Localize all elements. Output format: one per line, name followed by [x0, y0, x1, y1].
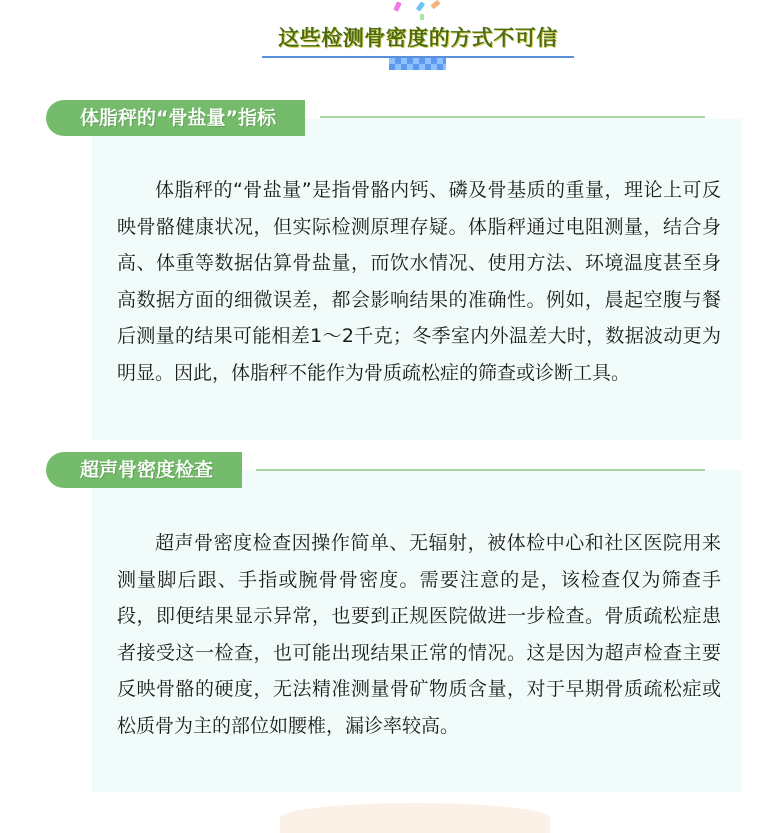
- confetti-icon: [416, 1, 425, 11]
- section-rule: [256, 469, 705, 471]
- confetti-icon: [430, 0, 440, 9]
- page-title: 这些检测骨密度的方式不可信: [278, 26, 558, 50]
- bottom-decoration: [280, 803, 550, 833]
- section-heading-ultrasound: 超声骨密度检查: [46, 452, 242, 488]
- confetti-icon: [393, 1, 401, 11]
- section-heading-body-fat-scale: 体脂秤的“骨盐量”指标: [46, 100, 305, 136]
- section-rule: [320, 116, 705, 118]
- section-paragraph-body-fat-scale: 体脂秤的“骨盐量”是指骨骼内钙、磷及骨基质的重量，理论上可反映骨骼健康状况，但实际检测原理存疑。体脂秤通过电阻测量，结合身高、体重等数据估算骨盐量，而饮水情况、使用方法、环境温度甚至身高数据方面的细微误差，都会影响结果的准确性。例如，晨起空腹与餐后测量的结果可能相差1～2千克；冬季室内外温差大时，数据波动更为明显。因此，体脂秤不能作为骨质疏松症的筛查或诊断工具。: [117, 179, 721, 384]
- section-paragraph-ultrasound: 超声骨密度检查因操作简单、无辐射，被体检中心和社区医院用来测量脚后跟、手指或腕骨骨密度。需要注意的是，该检查仅为筛查手段，即便结果显示异常，也要到正规医院做进一步检查。骨质疏松症患者接受这一检查，也可能出现结果正常的情况。这是因为超声检查主要反映骨骼的硬度，无法精准测量骨矿物质含量，对于早期骨质疏松症或松质骨为主的部位如腰椎，漏诊率较高。: [117, 532, 721, 737]
- checker-icon: [389, 58, 446, 70]
- page-header: [262, 20, 574, 56]
